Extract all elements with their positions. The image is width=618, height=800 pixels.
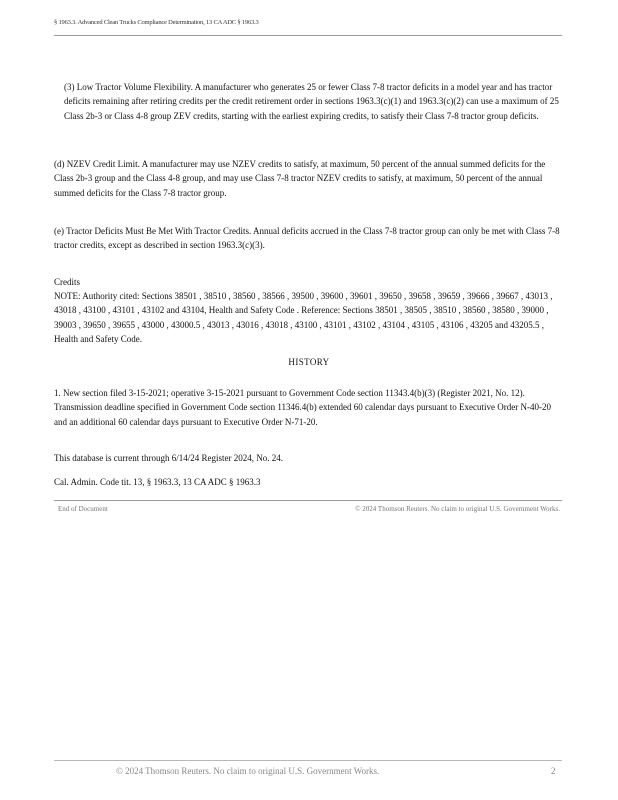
credits-heading: Credits — [54, 277, 80, 287]
database-currency-note: This database is current through 6/14/24 Register 2024, No. 24. — [54, 453, 283, 463]
header-divider — [54, 35, 562, 36]
citation: Cal. Admin. Code tit. 13, § 1963.3, 13 CA ADC § 1963.3 — [54, 477, 261, 487]
history-heading: HISTORY — [288, 357, 330, 367]
paragraph-d-nzev-credit-limit: (d) NZEV Credit Limit. A manufacturer may use NZEV credits to satisfy, at maximum, 50 percent of the annual summed deficits for the Class 2b-3 group and the Class 4-8 group, and may use Class 7-8 tractor NZEV credits to satisfy, at maximum, 50 percent of the annual summed deficits for the Class 7-8 tractor group. — [54, 159, 546, 198]
end-of-document-copyright: © 2024 Thomson Reuters. No claim to original U.S. Government Works. — [355, 505, 560, 513]
credits-note: NOTE: Authority cited: Sections 38501 , 38510 , 38560 , 38566 , 39500 , 39600 , 39601 , 39650 , 39658 , 39659 , 39666 , 39667 , 43013 , 43018 , 43100 , 43101 , 43102 and 43104, Health and Safety Code . Reference: Sections 38501 , 38505 , 38510 , 38560 , 38580 , 39000 , 39003 , 39650 , 39655 , 43000 , 43000.5 , 43013 , 43016 , 43018 , 43100 , 43101 , 43102 , 43104 , 43105 , 43106 , 43205 and 43205.5 , Health and Safety Code. — [54, 291, 553, 345]
paragraph-e-tractor-deficits: (e) Tractor Deficits Must Be Met With Tractor Credits. Annual deficits accrued in the Class 7-8 tractor group can only be met with Class 7-8 tractor credits, except as described in section 1963.3(c)(3). — [54, 226, 560, 251]
footer-copyright: © 2024 Thomson Reuters. No claim to original U.S. Government Works. — [116, 766, 380, 776]
end-of-document-label: End of Document — [58, 505, 108, 513]
page-number: 2 — [551, 766, 556, 776]
end-of-document-divider — [54, 500, 562, 501]
running-header: § 1963.3. Advanced Clean Trucks Compliance Determination, 13 CA ADC § 1963.3 — [54, 19, 259, 26]
history-entry-1: 1. New section filed 3-15-2021; operative 3-15-2021 pursuant to Government Code section 11343.4(b)(3) (Register 2021, No. 12). Transmission deadline specified in Government Code section 11346.4(b) extended 60 calendar days pursuant to Executive Order N-40-20 and an additional 60 calendar days pursuant to Executive Order N-71-20. — [54, 388, 551, 427]
footer-divider — [54, 760, 562, 761]
paragraph-c3-low-tractor-volume: (3) Low Tractor Volume Flexibility. A manufacturer who generates 25 or fewer Class 7-8 tractor deficits in a model year and has tractor deficits remaining after retiring credits per the credit retirement order in sections 1963.3(c)(1) and 1963.3(c)(2) can use a maximum of 25 Class 2b-3 or Class 4-8 group ZEV credits, starting with the earliest expiring credits, to satisfy their Class 7-8 tractor group deficits. — [64, 82, 559, 121]
